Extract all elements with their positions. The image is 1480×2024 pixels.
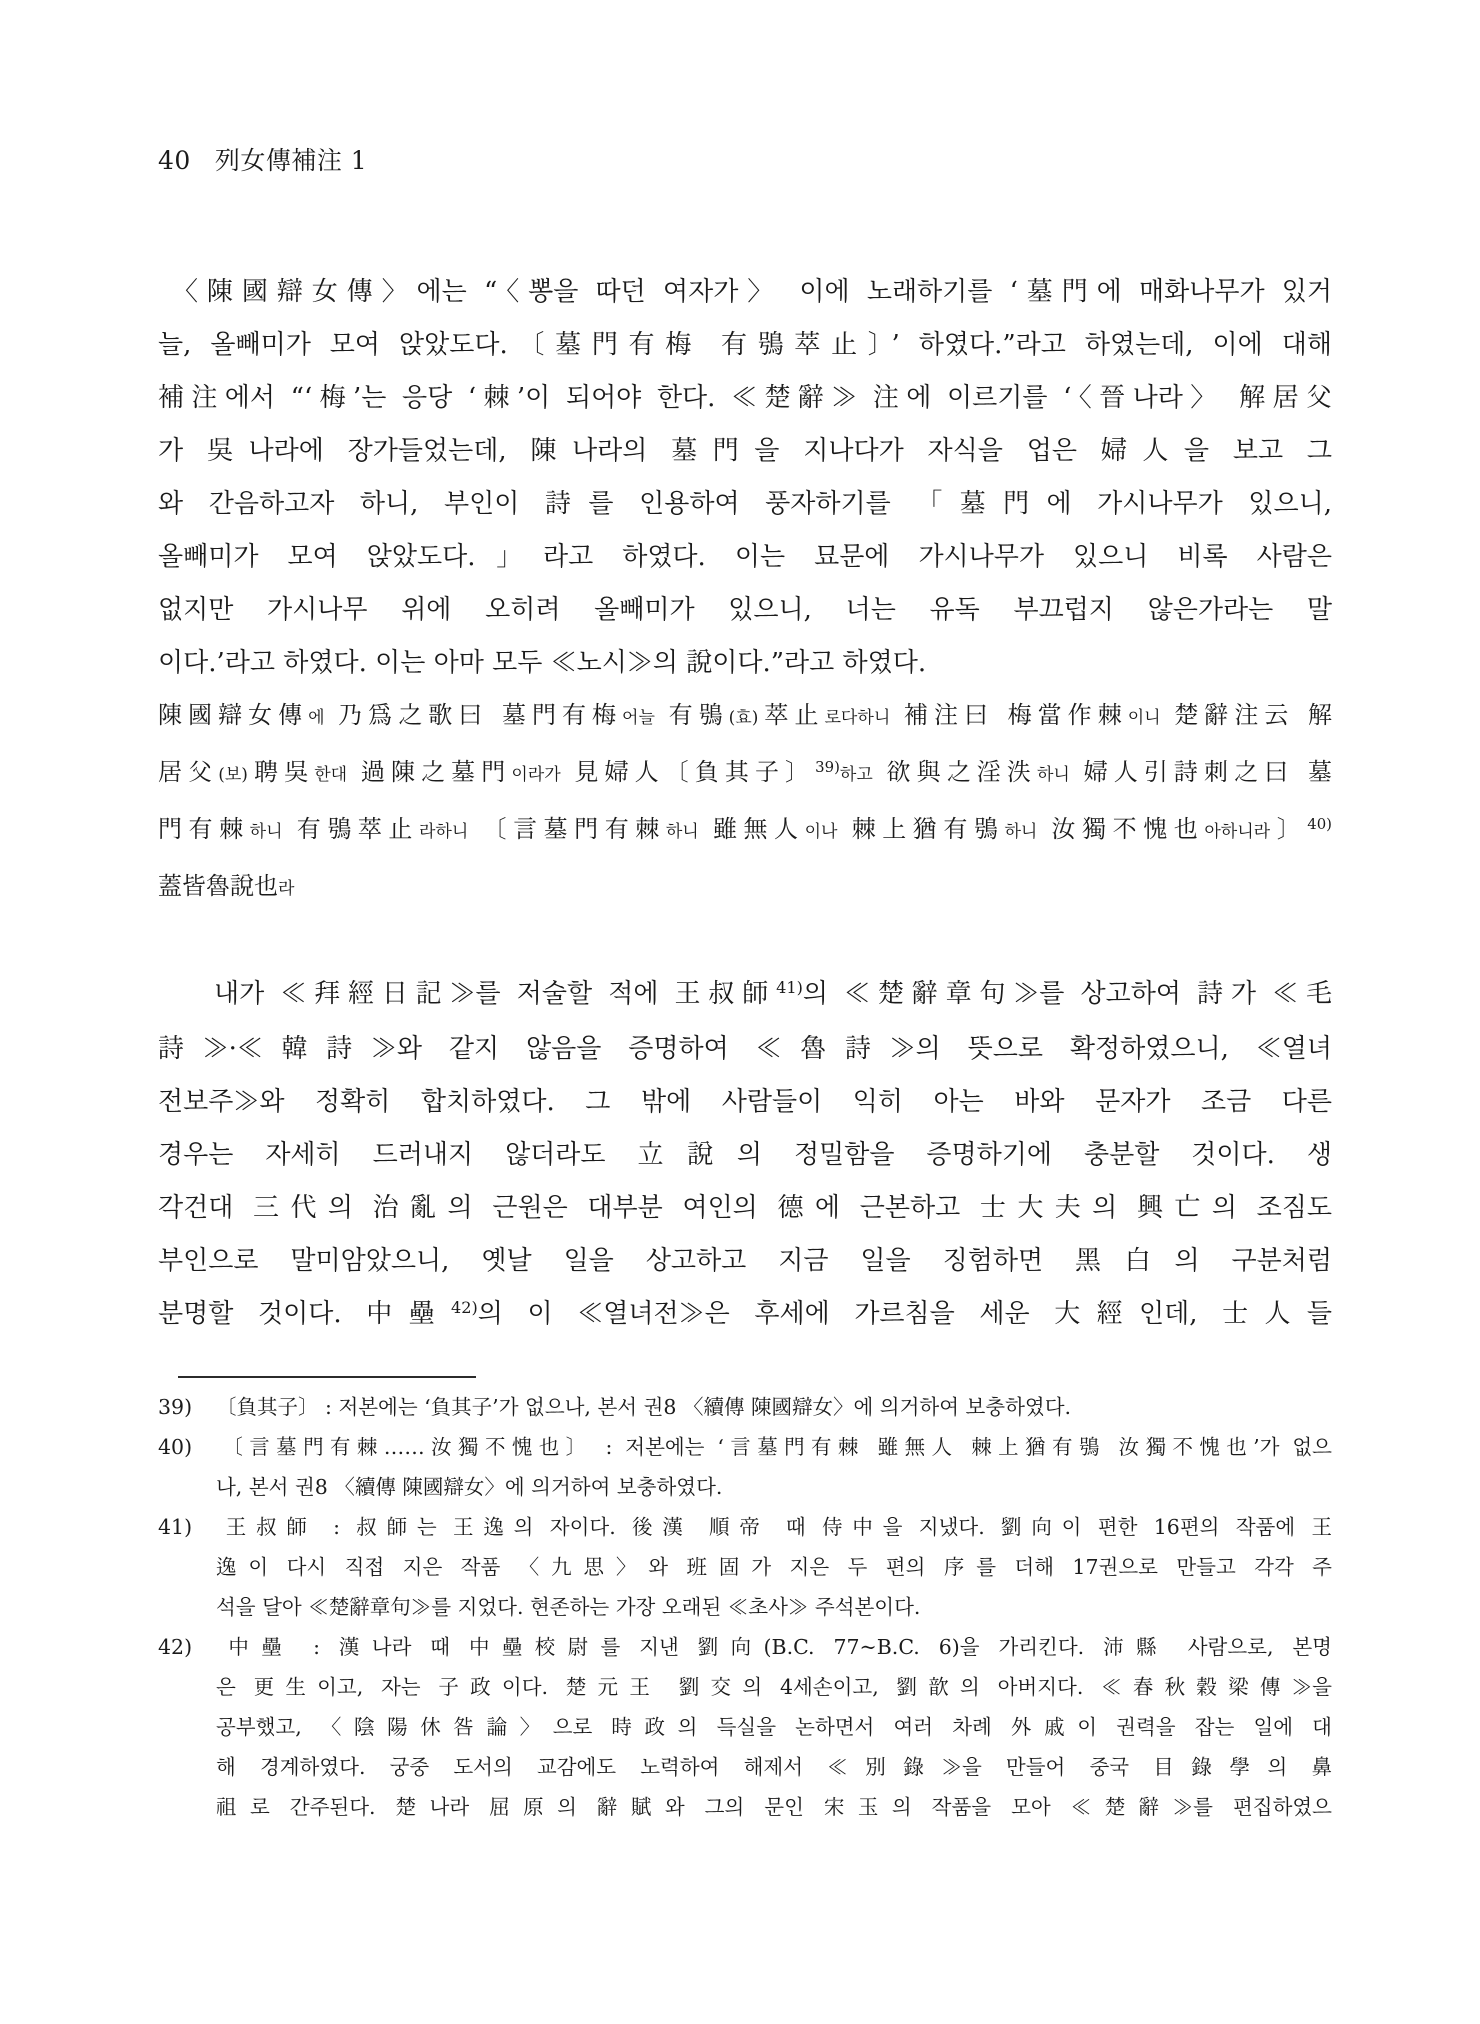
- text-run: 婦人引詩刺之曰 墓: [1069, 758, 1332, 786]
- text-run: 有鴞萃止: [282, 815, 419, 843]
- footnote-line: [216, 1747, 1332, 1787]
- hanmun-source-block: [158, 688, 1332, 916]
- book-title: 列女傳補注 1: [214, 146, 368, 175]
- gugyeol-annotation: 하니: [665, 822, 699, 842]
- footnote-line: [216, 1667, 1332, 1707]
- footnote-line: [216, 1467, 1332, 1507]
- footnote-text: 은 更生이고, 자는 子政이다. 楚元王 劉交의 4세손이고, 劉歆의 아버지다. ≪春秋穀梁傳≫을: [216, 1675, 1332, 1699]
- text-run: 의 ≪楚辭章句≫를 상고하여 詩가 ≪毛: [802, 979, 1332, 1009]
- text-run: 雖無人: [698, 815, 805, 843]
- text-run: 올빼미가 모여 앉았도다.」라고 하였다. 이는 묘문에 가시나무가 있으니 비록 사람은: [158, 542, 1332, 572]
- gugyeol-annotation: 이니: [1127, 708, 1161, 728]
- footnote-line: [216, 1787, 1332, 1827]
- text-line: [158, 372, 1332, 425]
- text-run: 有鴞: [654, 701, 729, 729]
- text-run: 居父: [158, 758, 219, 786]
- footnote-ref: 40): [1307, 814, 1332, 833]
- footnote-text: 〔負其子〕 : 저본에는 ‘負其子’가 없으나, 본서 권8 〈續傳 陳國辯女〉에 의거하여 보충하였다.: [216, 1395, 1072, 1419]
- footnote-text: 中壘 : 漢나라 때 中壘校尉를 지낸 劉向(B.C. 77~B.C. 6)을 가리킨다. 沛縣 사람으로, 본명: [216, 1635, 1332, 1659]
- text-run: 乃爲之歌曰 墓門有梅: [324, 701, 623, 729]
- text-run: 전보주≫와 정확히 합치하였다. 그 밖에 사람들이 익히 아는 바와 문자가 조금 다른: [158, 1087, 1332, 1117]
- footnote-ref: 39): [815, 757, 840, 776]
- footnote-line: [158, 1427, 1332, 1467]
- paragraph-translation-1: [158, 266, 1332, 690]
- footnote-text: 逸이 다시 직접 지은 작품 〈九思〉와 班固가 지은 두 편의 序를 더해 17권으로 만들고 각각 주: [216, 1555, 1332, 1579]
- text-run: 過陳之墓門: [347, 758, 512, 786]
- footnote-line: [158, 1507, 1332, 1547]
- text-run: 萃止: [758, 701, 825, 729]
- footnote-text: 석을 달아 ≪楚辭章句≫를 지었다. 현존하는 가장 오래된 ≪초사≫ 주석본이다.: [216, 1595, 921, 1619]
- footnote-number: 41): [158, 1515, 193, 1539]
- text-run: 詩≫·≪韓詩≫와 같지 않음을 증명하여 ≪魯詩≫의 뜻으로 확정하였으니, ≪열녀: [158, 1034, 1332, 1064]
- footnote-text: 王叔師 : 叔師는 王逸의 자이다. 後漢 順帝 때 侍中을 지냈다. 劉向이 편한 16편의 작품에 王: [216, 1515, 1332, 1539]
- text-line: [158, 802, 1332, 859]
- text-run: 補注에서 “‘梅’는 응당 ‘棘’이 되어야 한다. ≪楚辭≫ 注에 이르기를 ‘〈晉나라〉 解居父: [158, 383, 1332, 413]
- gugyeol-annotation: 아하니라: [1204, 822, 1271, 842]
- text-line: [158, 1288, 1332, 1343]
- footnote-text: 〔言墓門有棘……汝獨不愧也〕 : 저본에는 ‘言墓門有棘 雖無人 棘上猶有鴞 汝獨不愧也’가 없으: [216, 1435, 1332, 1459]
- text-run: 聘吳: [247, 758, 315, 786]
- text-line: [158, 688, 1332, 745]
- gugyeol-annotation: 어늘: [622, 708, 655, 728]
- text-line: [158, 1235, 1332, 1288]
- footnote-number: 40): [158, 1435, 193, 1459]
- text-run: 이다.’라고 하였다. 이는 아마 모두 ≪노시≫의 說이다.”라고 하였다.: [158, 648, 927, 678]
- text-run: 경우는 자세히 드러내지 않더라도 立說의 정밀함을 증명하기에 충분할 것이다. 생: [158, 1140, 1332, 1170]
- gugyeol-annotation: 이나: [804, 822, 838, 842]
- footnote-text: 공부했고, 〈陰陽休咎論〉으로 時政의 득실을 논하면서 여러 차례 外戚이 권력을 잡는 일에 대: [216, 1715, 1332, 1739]
- text-run: 汝獨不愧也: [1037, 815, 1205, 843]
- text-run: 의 이 ≪열녀전≫은 후세에 가르침을 세운 大經인데, 士人들: [477, 1299, 1332, 1329]
- text-run: 蓋皆魯說也: [158, 872, 278, 900]
- text-line: [158, 1182, 1332, 1235]
- text-run: 門有棘: [158, 815, 250, 843]
- text-run: 와 간음하고자 하니, 부인이 詩를 인용하여 풍자하기를 「墓門에 가시나무가 있으니,: [158, 489, 1332, 519]
- text-line: [158, 968, 1332, 1023]
- footnote-ref: 41): [776, 978, 803, 998]
- text-run: 부인으로 말미암았으니, 옛날 일을 상고하고 지금 일을 징험하면 黑白의 구분처럼: [158, 1246, 1332, 1276]
- text-run: 〕: [1270, 815, 1308, 843]
- paragraph-translation-2: [158, 968, 1332, 1343]
- gugyeol-annotation: 라하니: [418, 822, 469, 842]
- footnote-line: [216, 1587, 1332, 1627]
- text-run: 〈陳國辯女傳〉에는 “〈뽕을 따던 여자가〉 이에 노래하기를 ‘墓門에 매화나무가 있거: [172, 277, 1332, 307]
- text-line: [158, 531, 1332, 584]
- gugyeol-annotation: 이라가: [511, 765, 561, 785]
- text-run: 가 吳나라에 장가들었는데, 陳나라의 墓門을 지나다가 자식을 업은 婦人을 보고 그: [158, 436, 1332, 466]
- text-run: 棘上猶有鴞: [837, 815, 1005, 843]
- text-run: 楚辭注云 解: [1160, 701, 1333, 729]
- text-run: 각건대 三代의 治亂의 근원은 대부분 여인의 德에 근본하고 士大夫의 興亡의 조짐도: [158, 1193, 1332, 1223]
- gugyeol-annotation: 하니: [249, 822, 283, 842]
- footnotes-section: [158, 1387, 1332, 1827]
- text-line: [158, 478, 1332, 531]
- gugyeol-annotation: 라: [278, 879, 295, 899]
- page-number: 40: [158, 146, 191, 175]
- text-line: [158, 1076, 1332, 1129]
- gugyeol-annotation: (효): [728, 708, 759, 728]
- text-run: 〔言墓門有棘: [468, 815, 666, 843]
- text-run: 補注曰 梅當作棘: [890, 701, 1128, 729]
- text-run: 見婦人〔負其子〕: [560, 758, 816, 786]
- footnote-line: [216, 1707, 1332, 1747]
- gugyeol-annotation: 로다하니: [824, 708, 891, 728]
- text-run: 陳國辯女傳: [158, 701, 309, 729]
- footnote-line: [158, 1627, 1332, 1667]
- footnote-line: [158, 1387, 1332, 1427]
- text-run: 분명할 것이다. 中壘: [158, 1299, 451, 1329]
- text-line: [158, 637, 1332, 690]
- footnote-text: 祖로 간주된다. 楚나라 屈原의 辭賦와 그의 문인 宋玉의 작품을 모아 ≪楚辭≫를 편집하였으: [216, 1795, 1332, 1819]
- text-line: [158, 745, 1332, 802]
- footnote-text: 해 경계하였다. 궁중 도서의 교감에도 노력하여 해제서 ≪別錄≫을 만들어 중국 目錄學의 鼻: [216, 1755, 1332, 1779]
- text-line: [158, 1023, 1332, 1076]
- text-line: [158, 425, 1332, 478]
- footnote-number: 39): [158, 1395, 193, 1419]
- text-run: 없지만 가시나무 위에 오히려 올빼미가 있으니, 너는 유독 부끄럽지 않은가라는 말: [158, 595, 1332, 625]
- text-run: 내가 ≪拜經日記≫를 저술할 적에 王叔師: [214, 979, 777, 1009]
- footnote-separator: [178, 1376, 476, 1378]
- text-line: [158, 859, 1332, 916]
- text-line: [158, 319, 1332, 372]
- page-header: [158, 146, 367, 176]
- gugyeol-annotation: 하고: [839, 765, 873, 785]
- text-line: [158, 584, 1332, 637]
- gugyeol-annotation: 하니: [1004, 822, 1038, 842]
- footnote-line: [216, 1547, 1332, 1587]
- footnote-ref: 42): [450, 1298, 478, 1318]
- text-line: [158, 1129, 1332, 1182]
- footnote-number: 42): [158, 1635, 193, 1659]
- footnote-text: 나, 본서 권8 〈續傳 陳國辯女〉에 의거하여 보충하였다.: [216, 1475, 723, 1499]
- gugyeol-annotation: (보): [218, 765, 248, 785]
- text-run: 欲與之淫泆: [872, 758, 1037, 786]
- gugyeol-annotation: 에: [308, 708, 325, 728]
- gugyeol-annotation: 한대: [314, 765, 348, 785]
- text-run: 늘, 올빼미가 모여 앉았도다.〔墓門有梅 有鴞萃止〕’ 하였다.”라고 하였는데, 이에 대해: [158, 330, 1332, 360]
- text-line: [158, 266, 1332, 319]
- gugyeol-annotation: 하니: [1036, 765, 1070, 785]
